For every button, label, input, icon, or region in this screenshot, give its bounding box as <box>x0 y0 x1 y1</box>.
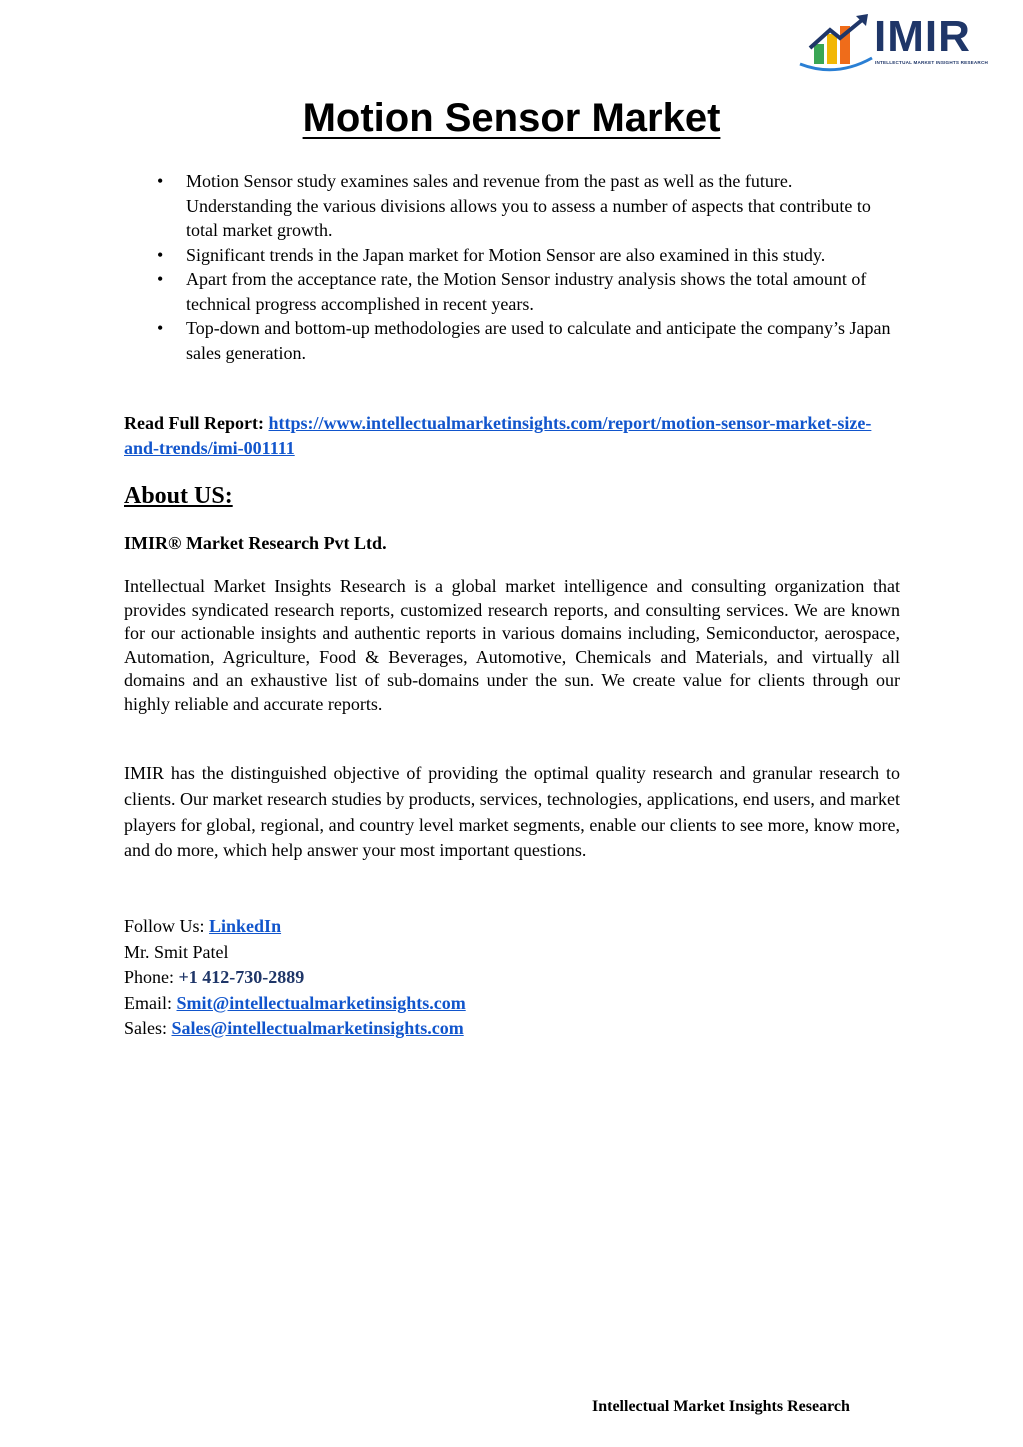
read-full-report-label: Read Full Report: <box>124 413 264 433</box>
company-logo <box>796 14 1002 72</box>
linkedin-link[interactable]: LinkedIn <box>209 916 282 936</box>
sales-label: Sales: <box>124 1018 172 1038</box>
email-link[interactable]: Smit@intellectualmarketinsights.com <box>176 992 466 1013</box>
follow-label: Follow Us: <box>124 916 210 936</box>
bullet-icon: • <box>157 244 164 265</box>
bullet-text: Motion Sensor study examines sales and revenue from the past as well as the future. Understanding the various divisions allows you to assess a number of aspects that contribute to total market growth. <box>186 171 871 240</box>
list-item <box>124 316 900 365</box>
email-row <box>124 991 466 1017</box>
read-full-report <box>124 411 900 460</box>
logo-wordmark: IMIR <box>874 12 971 61</box>
phone-row <box>124 965 466 991</box>
bullet-icon: • <box>157 269 164 289</box>
report-link[interactable]: https://www.intellectualmarketinsights.com/report/motion-sensor-market-size-and-trends/imi-001111 <box>124 413 872 458</box>
list-item <box>124 169 900 243</box>
summary-bullet-list <box>124 169 900 365</box>
follow-row <box>124 914 466 940</box>
sales-email-link[interactable]: Sales@intellectualmarketinsights.com <box>171 1018 464 1038</box>
bullet-icon: • <box>157 318 164 338</box>
contact-name: Mr. Smit Patel <box>124 941 229 962</box>
bullet-text: Top-down and bottom-up methodologies are used to calculate and anticipate the company’s Japan sales generation. <box>186 318 891 363</box>
logo-tagline: INTELLECTUAL MARKET INSIGHTS RESEARCH <box>875 60 988 65</box>
logo-bar-chart-icon <box>796 14 876 72</box>
page-title <box>0 92 1023 144</box>
bullet-text: Significant trends in the Japan market for Motion Sensor are also examined in this study. <box>186 244 826 265</box>
phone-number[interactable]: +1 412-730-2889 <box>178 967 305 987</box>
page-footer: Intellectual Market Insights Research <box>592 1398 850 1415</box>
sales-row <box>124 1016 466 1042</box>
phone-label: Phone: <box>124 967 179 987</box>
list-item <box>124 243 900 268</box>
about-heading: About US: <box>124 483 233 509</box>
company-name: IMIR® Market Research Pvt Ltd. <box>124 533 387 553</box>
bullet-text: Apart from the acceptance rate, the Motion Sensor industry analysis shows the total amount of technical progress accomplished in recent years. <box>186 269 867 314</box>
email-label: Email: <box>124 992 177 1013</box>
page-title-text: Motion Sensor Market <box>302 96 721 140</box>
contact-block <box>124 914 466 1042</box>
list-item <box>124 267 900 316</box>
bullet-icon: • <box>157 171 164 191</box>
about-paragraph-2: IMIR has the distinguished objective of providing the optimal quality research and granular research to clients. Our market research studies by products, services, technologies, applications, end users, and market players for global, regional, and country level market segments, enable our clients to see more, know more, and do more, which help answer your most important questions. <box>124 763 900 861</box>
about-paragraph-1: Intellectual Market Insights Research is a global market intelligence and consulting organization that provides syndicated research reports, customized research reports, and consulting services. We are known for our actionable insights and authentic reports in various domains including, Semiconductor, aerospace, Automation, Agriculture, Food & Beverages, Automotive, Chemicals and Materials, and virtually all domains and an exhaustive list of sub-domains under the sun. We create value for clients through our highly reliable and accurate reports. <box>124 576 900 714</box>
